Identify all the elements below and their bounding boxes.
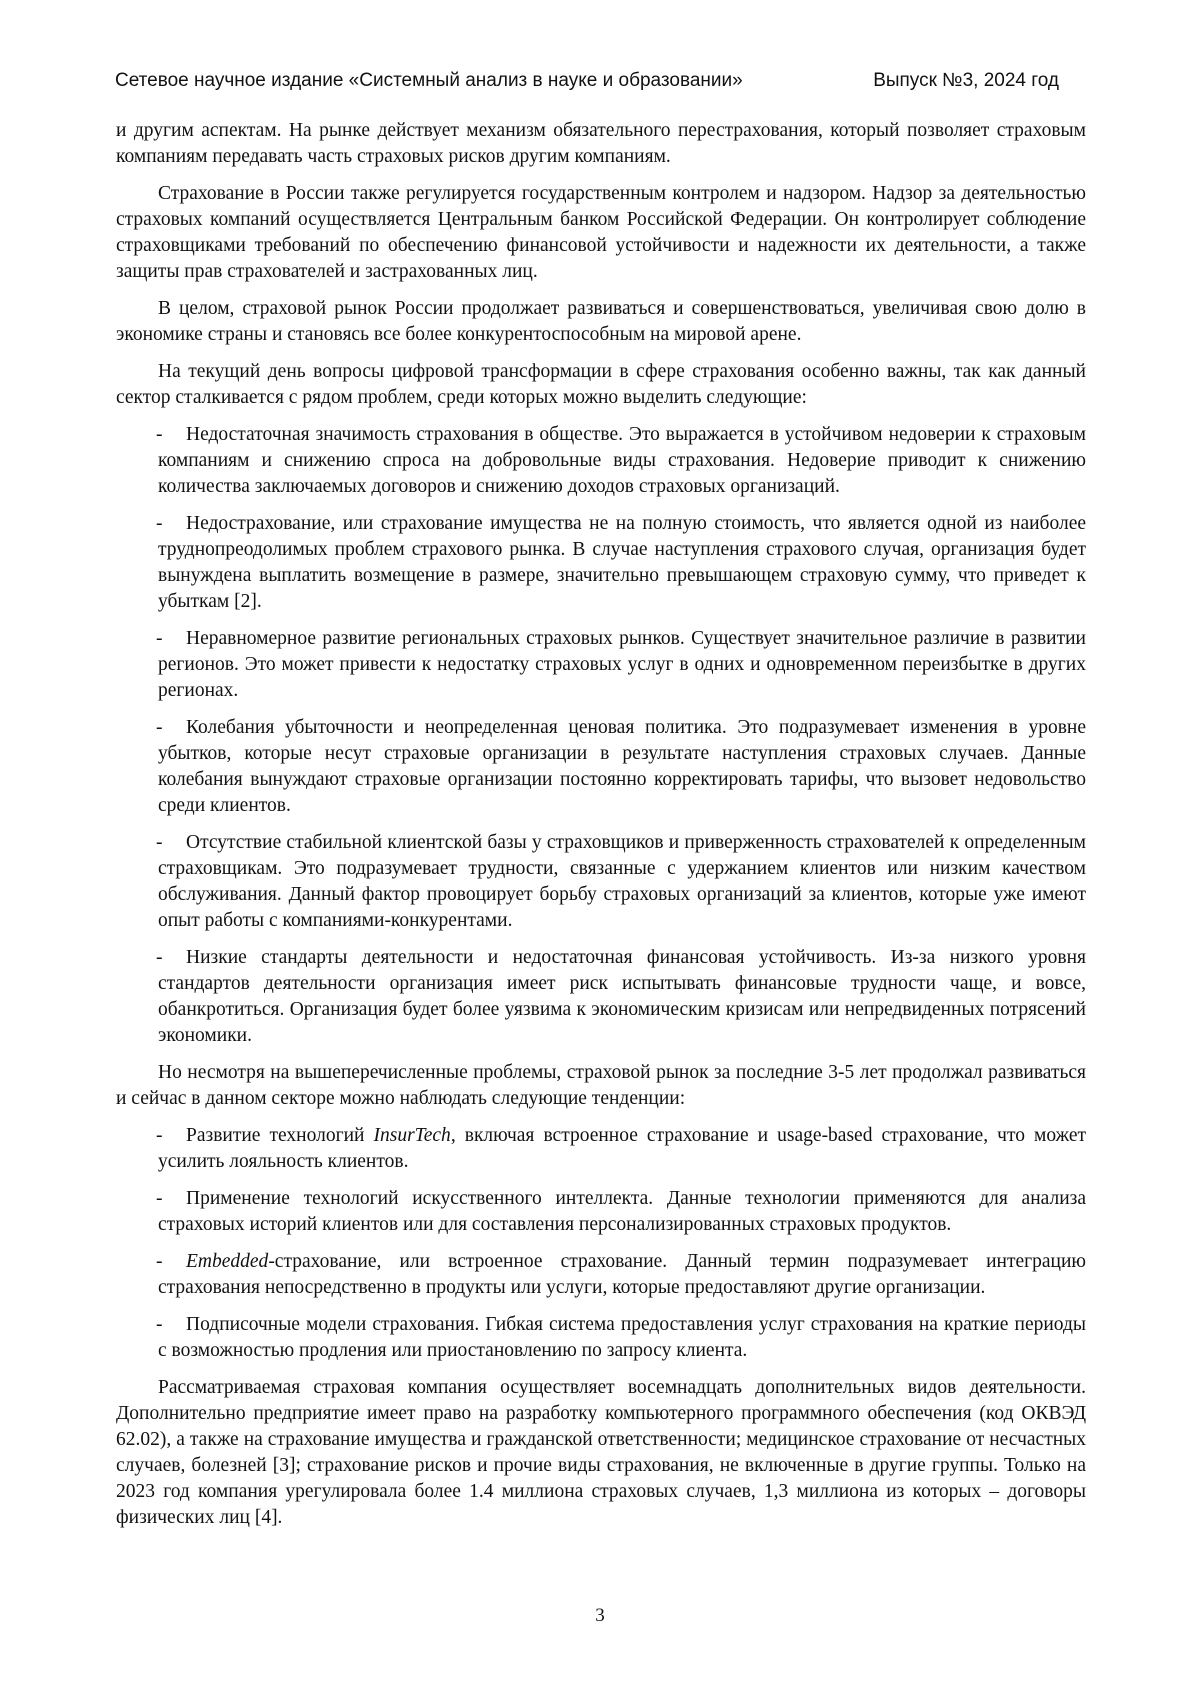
list-item-text <box>158 1123 1086 1175</box>
list-item-text: Отсутствие стабильной клиентской базы у страховщиков и приверженность страхователей к определенным страховщикам. Это подразумевает трудности, связанные с удержанием клиентов или низким качеством обслуживания. Данный фактор провоцирует борьбу страховых организаций за клиентов, которые уже имеют опыт работы с компаниями-конкурентами. <box>158 830 1086 934</box>
list-bullet: - <box>156 830 176 856</box>
list-item <box>158 830 1086 934</box>
term-embedded: Embedded <box>186 1251 268 1272</box>
list-bullet: - <box>156 1186 176 1212</box>
paragraph: На текущий день вопросы цифровой трансформации в сфере страхования особенно важны, так как данный сектор сталкивается с рядом проблем, среди которых можно выделить следующие: <box>116 359 1086 411</box>
list-item-text: Колебания убыточности и неопределенная ценовая политика. Это подразумевает изменения в уровне убытков, которые несут страховые организации в результате наступления страховых случаев. Данные колебания вынуждают страховые организации постоянно корректировать тарифы, что вызовет недовольство среди клиентов. <box>158 715 1086 819</box>
list-bullet: - <box>156 945 176 971</box>
issue-label: Выпуск №3, 2024 год <box>873 70 1059 92</box>
text-run: Развитие технологий <box>186 1125 374 1146</box>
page-number: 3 <box>0 1605 1200 1627</box>
paragraph: Рассматриваемая страховая компания осуществляет восемнадцать дополнительных видов деятельности. Дополнительно предприятие имеет право на разработку компьютерного программного обеспечения (код ОКВЭД 62.02), а также на страхование имущества и гражданской ответственности; медицинское страхование от несчастных случаев, болезней [3]; страхование рисков и прочие виды страхования, не включенные в другие группы. Только на 2023 год компания урегулировала более 1.4 миллиона страховых случаев, 1,3 миллиона из которых – договоры физических лиц [4]. <box>116 1375 1086 1531</box>
list-item-text: Низкие стандарты деятельности и недостаточная финансовая устойчивость. Из-за низкого уровня стандартов деятельности организация имеет риск испытывать финансовые трудности чаще, и вовсе, обанкротиться. Организация будет более уязвима к экономическим кризисам или непредвиденных потрясений экономики. <box>158 945 1086 1049</box>
list-item <box>158 1312 1086 1364</box>
journal-title: Сетевое научное издание «Системный анализ в науке и образовании» <box>115 70 743 92</box>
list-bullet: - <box>156 626 176 652</box>
list-item <box>158 715 1086 819</box>
paragraph: В целом, страховой рынок России продолжает развиваться и совершенствоваться, увеличивая свою долю в экономике страны и становясь все более конкурентоспособным на мировой арене. <box>116 296 1086 348</box>
list-item <box>158 945 1086 1049</box>
list-bullet: - <box>156 422 176 448</box>
list-item-text <box>158 1249 1086 1301</box>
list-bullet: - <box>156 715 176 741</box>
list-item-text: Недостаточная значимость страхования в обществе. Это выражается в устойчивом недоверии к страховым компаниям и снижению спроса на добровольные виды страхования. Недоверие приводит к снижению количества заключаемых договоров и снижению доходов страховых организаций. <box>158 422 1086 500</box>
list-item-text: Применение технологий искусственного интеллекта. Данные технологии применяются для анализа страховых историй клиентов или для составления персонализированных страховых продуктов. <box>158 1186 1086 1238</box>
paragraph: Страхование в России также регулируется государственным контролем и надзором. Надзор за деятельностью страховых компаний осуществляется Центральным банком Российской Федерации. Он контролирует соблюдение страховщиками требований по обеспечению финансовой устойчивости и надежности их деятельности, а также защиты прав страхователей и застрахованных лиц. <box>116 181 1086 285</box>
list-bullet: - <box>156 1312 176 1338</box>
text-run: , включая встроенное страхование и usage-based страхование, что может усилить лояльность клиентов. <box>158 1125 1086 1172</box>
document-page <box>0 0 1200 1697</box>
list-bullet: - <box>156 511 176 537</box>
list-item-text: Подписочные модели страхования. Гибкая система предоставления услуг страхования на краткие периоды с возможностью продления или приостановлению по запросу клиента. <box>158 1312 1086 1364</box>
list-item-text: Неравномерное развитие региональных страховых рынков. Существует значительное различие в развитии регионов. Это может привести к недостатку страховых услуг в одних и одновременном переизбытке в других регионах. <box>158 626 1086 704</box>
list-item <box>158 422 1086 500</box>
paragraph: и другим аспектам. На рынке действует механизм обязательного перестрахования, который позволяет страховым компаниям передавать часть страховых рисков другим компаниям. <box>116 118 1086 170</box>
list-item <box>158 626 1086 704</box>
text-run: -страхование, или встроенное страхование. Данный термин подразумевает интеграцию страхования непосредственно в продукты или услуги, которые предоставляют другие организации. <box>158 1251 1086 1298</box>
paragraph: Но несмотря на вышеперечисленные проблемы, страховой рынок за последние 3-5 лет продолжал развиваться и сейчас в данном секторе можно наблюдать следующие тенденции: <box>116 1060 1086 1112</box>
list-item <box>158 1123 1086 1175</box>
list-item <box>158 511 1086 615</box>
list-item <box>158 1249 1086 1301</box>
list-item-text: Недострахование, или страхование имущества не на полную стоимость, что является одной из наиболее труднопреодолимых проблем страхового рынка. В случае наступления страхового случая, организация будет вынуждена выплатить возмещение в размере, значительно превышающем страховую сумму, что приведет к убыткам [2]. <box>158 511 1086 615</box>
list-bullet: - <box>156 1123 176 1149</box>
list-bullet: - <box>156 1249 176 1275</box>
term-insurtech: InsurTech <box>374 1125 451 1146</box>
list-item <box>158 1186 1086 1238</box>
article-body <box>116 118 1086 1542</box>
